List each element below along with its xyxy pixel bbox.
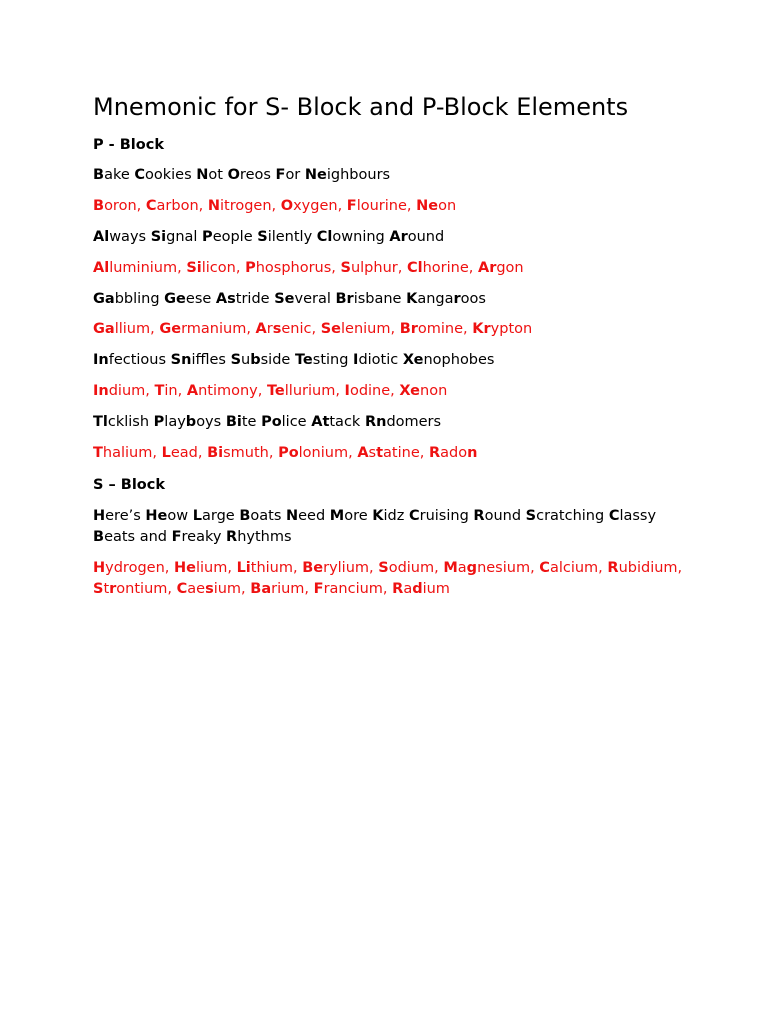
p-block-mnemonic-2: Always Signal People Silently Clowning Around (93, 229, 445, 245)
initial-letters: K (372, 508, 384, 524)
initial-letters: Al (93, 229, 110, 245)
initial-letters: S (230, 352, 242, 368)
initial-letters: Br (335, 291, 354, 307)
initial-letters: b (185, 414, 197, 430)
initial-letters: T (154, 383, 165, 399)
initial-letters: R (473, 508, 485, 524)
p-block-elements-2: Alluminium, Silicon, Phosphorus, Sulphur, Clhorine, Argon (93, 260, 524, 276)
initial-letters: H (93, 560, 106, 576)
initial-letters: Ga (93, 291, 115, 307)
initial-letters: Be (302, 560, 324, 576)
initial-letters: M (329, 508, 345, 524)
initial-letters: Ar (477, 260, 497, 276)
initial-letters: Rn (364, 414, 387, 430)
initial-letters: N (285, 508, 299, 524)
p-block-heading: P - Block (93, 137, 164, 153)
initial-letters: A (357, 445, 369, 461)
initial-letters: C (539, 560, 550, 576)
initial-letters: O (280, 198, 294, 214)
s-block-mnemonic: Here’s Heow Large Boats Need More Kidz Cruising Round Scratching Classy Beats and Freaky Rhythms (93, 508, 657, 545)
initial-letters: B (93, 198, 105, 214)
initial-letters: d (412, 580, 423, 597)
initial-letters: Tl (93, 414, 108, 430)
initial-letters: g (466, 560, 478, 576)
initial-letters: Cl (406, 260, 423, 276)
initial-letters: In (93, 352, 109, 368)
initial-letters: t (376, 445, 384, 461)
initial-letters: s (272, 321, 282, 337)
initial-letters: Ne (304, 167, 327, 183)
initial-letters: Ar (389, 229, 408, 245)
initial-letters: Xe (399, 383, 421, 399)
p-block-mnemonic-1: Bake Cookies Not Oreos For Neighbours (93, 167, 391, 183)
initial-letters: N (207, 198, 220, 214)
initial-letters: R (226, 528, 238, 545)
initial-letters: I (353, 352, 359, 368)
initial-letters: Ne (416, 198, 439, 214)
initial-letters: Kr (472, 321, 491, 337)
p-block-elements-1: Boron, Carbon, Nitrogen, Oxygen, Flourine, Neon (93, 198, 457, 214)
initial-letters: S (378, 560, 389, 576)
initial-letters: R (428, 445, 441, 461)
initial-letters: C (408, 508, 420, 524)
initial-letters: r (109, 580, 117, 597)
initial-letters: S (525, 508, 537, 524)
initial-letters: As (215, 291, 236, 307)
initial-letters: R (607, 560, 619, 576)
p-block-elements-4: Indium, Tin, Antimony, Tellurium, Iodine, Xenon (93, 383, 448, 399)
initial-letters: b (250, 352, 261, 368)
initial-letters: He (173, 560, 196, 576)
initial-letters: Sn (170, 352, 192, 368)
initial-letters: H (93, 508, 106, 524)
initial-letters: Bi (207, 445, 224, 461)
initial-letters: At (311, 414, 330, 430)
initial-letters: Cl (316, 229, 333, 245)
initial-letters: r (453, 291, 461, 307)
initial-letters: P (202, 229, 213, 245)
p-block-mnemonic-5: Tlcklish Playboys Bite Police Attack Rndomers (93, 414, 442, 430)
initial-letters: He (145, 508, 168, 524)
initial-letters: Al (93, 260, 110, 276)
initial-letters: K (406, 291, 418, 307)
initial-letters: C (134, 167, 146, 183)
initial-letters: L (161, 445, 171, 461)
initial-letters: Se (320, 321, 341, 337)
initial-letters: T (93, 445, 103, 461)
initial-letters: I (344, 383, 350, 399)
initial-letters: M (443, 560, 458, 576)
initial-letters: Po (261, 414, 282, 430)
initial-letters: B (93, 167, 105, 183)
initial-letters: Xe (402, 352, 424, 368)
initial-letters: N (196, 167, 209, 183)
initial-letters: O (227, 167, 240, 183)
initial-letters: Ba (250, 580, 272, 597)
p-block-mnemonic-4: Infectious Sniffles Subside Testing Idiotic Xenophobes (93, 352, 495, 368)
initial-letters: n (467, 445, 478, 461)
initial-letters: F (171, 528, 182, 545)
initial-letters: B (93, 528, 105, 545)
initial-letters: B (239, 508, 251, 524)
initial-letters: P (153, 414, 165, 430)
initial-letters: F (346, 198, 357, 214)
initial-letters: R (392, 580, 404, 597)
initial-letters: Ge (164, 291, 186, 307)
initial-letters: Se (274, 291, 295, 307)
initial-letters: Br (399, 321, 418, 337)
initial-letters: Bi (225, 414, 242, 430)
initial-letters: Po (278, 445, 299, 461)
initial-letters: C (176, 580, 188, 597)
initial-letters: Si (150, 229, 167, 245)
initial-letters: P (245, 260, 256, 276)
p-block-elements-5: Thalium, Lead, Bismuth, Polonium, Astatine, Radon (93, 445, 478, 461)
initial-letters: Li (236, 560, 251, 576)
initial-letters: Ge (159, 321, 182, 337)
initial-letters: S (340, 260, 351, 276)
initial-letters: S (257, 229, 268, 245)
initial-letters: Te (294, 352, 313, 368)
initial-letters: S (93, 580, 104, 597)
initial-letters: C (145, 198, 157, 214)
initial-letters: s (205, 580, 214, 597)
initial-letters: Ga (93, 321, 115, 337)
initial-letters: A (255, 321, 267, 337)
initial-letters: L (192, 508, 202, 524)
initial-letters: C (608, 508, 620, 524)
initial-letters: A (186, 383, 199, 399)
page-title: Mnemonic for S- Block and P-Block Elements (93, 93, 629, 121)
initial-letters: F (313, 580, 324, 597)
s-block-elements: Hydrogen, Helium, Lithium, Berylium, Sodium, Magnesium, Calcium, Rubidium, Strontium, Caesium, Barium, Francium, Radium (93, 560, 683, 597)
initial-letters: Si (186, 260, 202, 276)
initial-letters: Te (266, 383, 285, 399)
p-block-mnemonic-3: Gabbling Geese Astride Several Brisbane Kangaroos (93, 291, 486, 307)
p-block-elements-3: Gallium, Germanium, Arsenic, Selenium, Bromine, Krypton (93, 321, 533, 337)
initial-letters: In (93, 383, 109, 399)
s-block-heading: S – Block (93, 477, 166, 493)
initial-letters: F (275, 167, 286, 183)
